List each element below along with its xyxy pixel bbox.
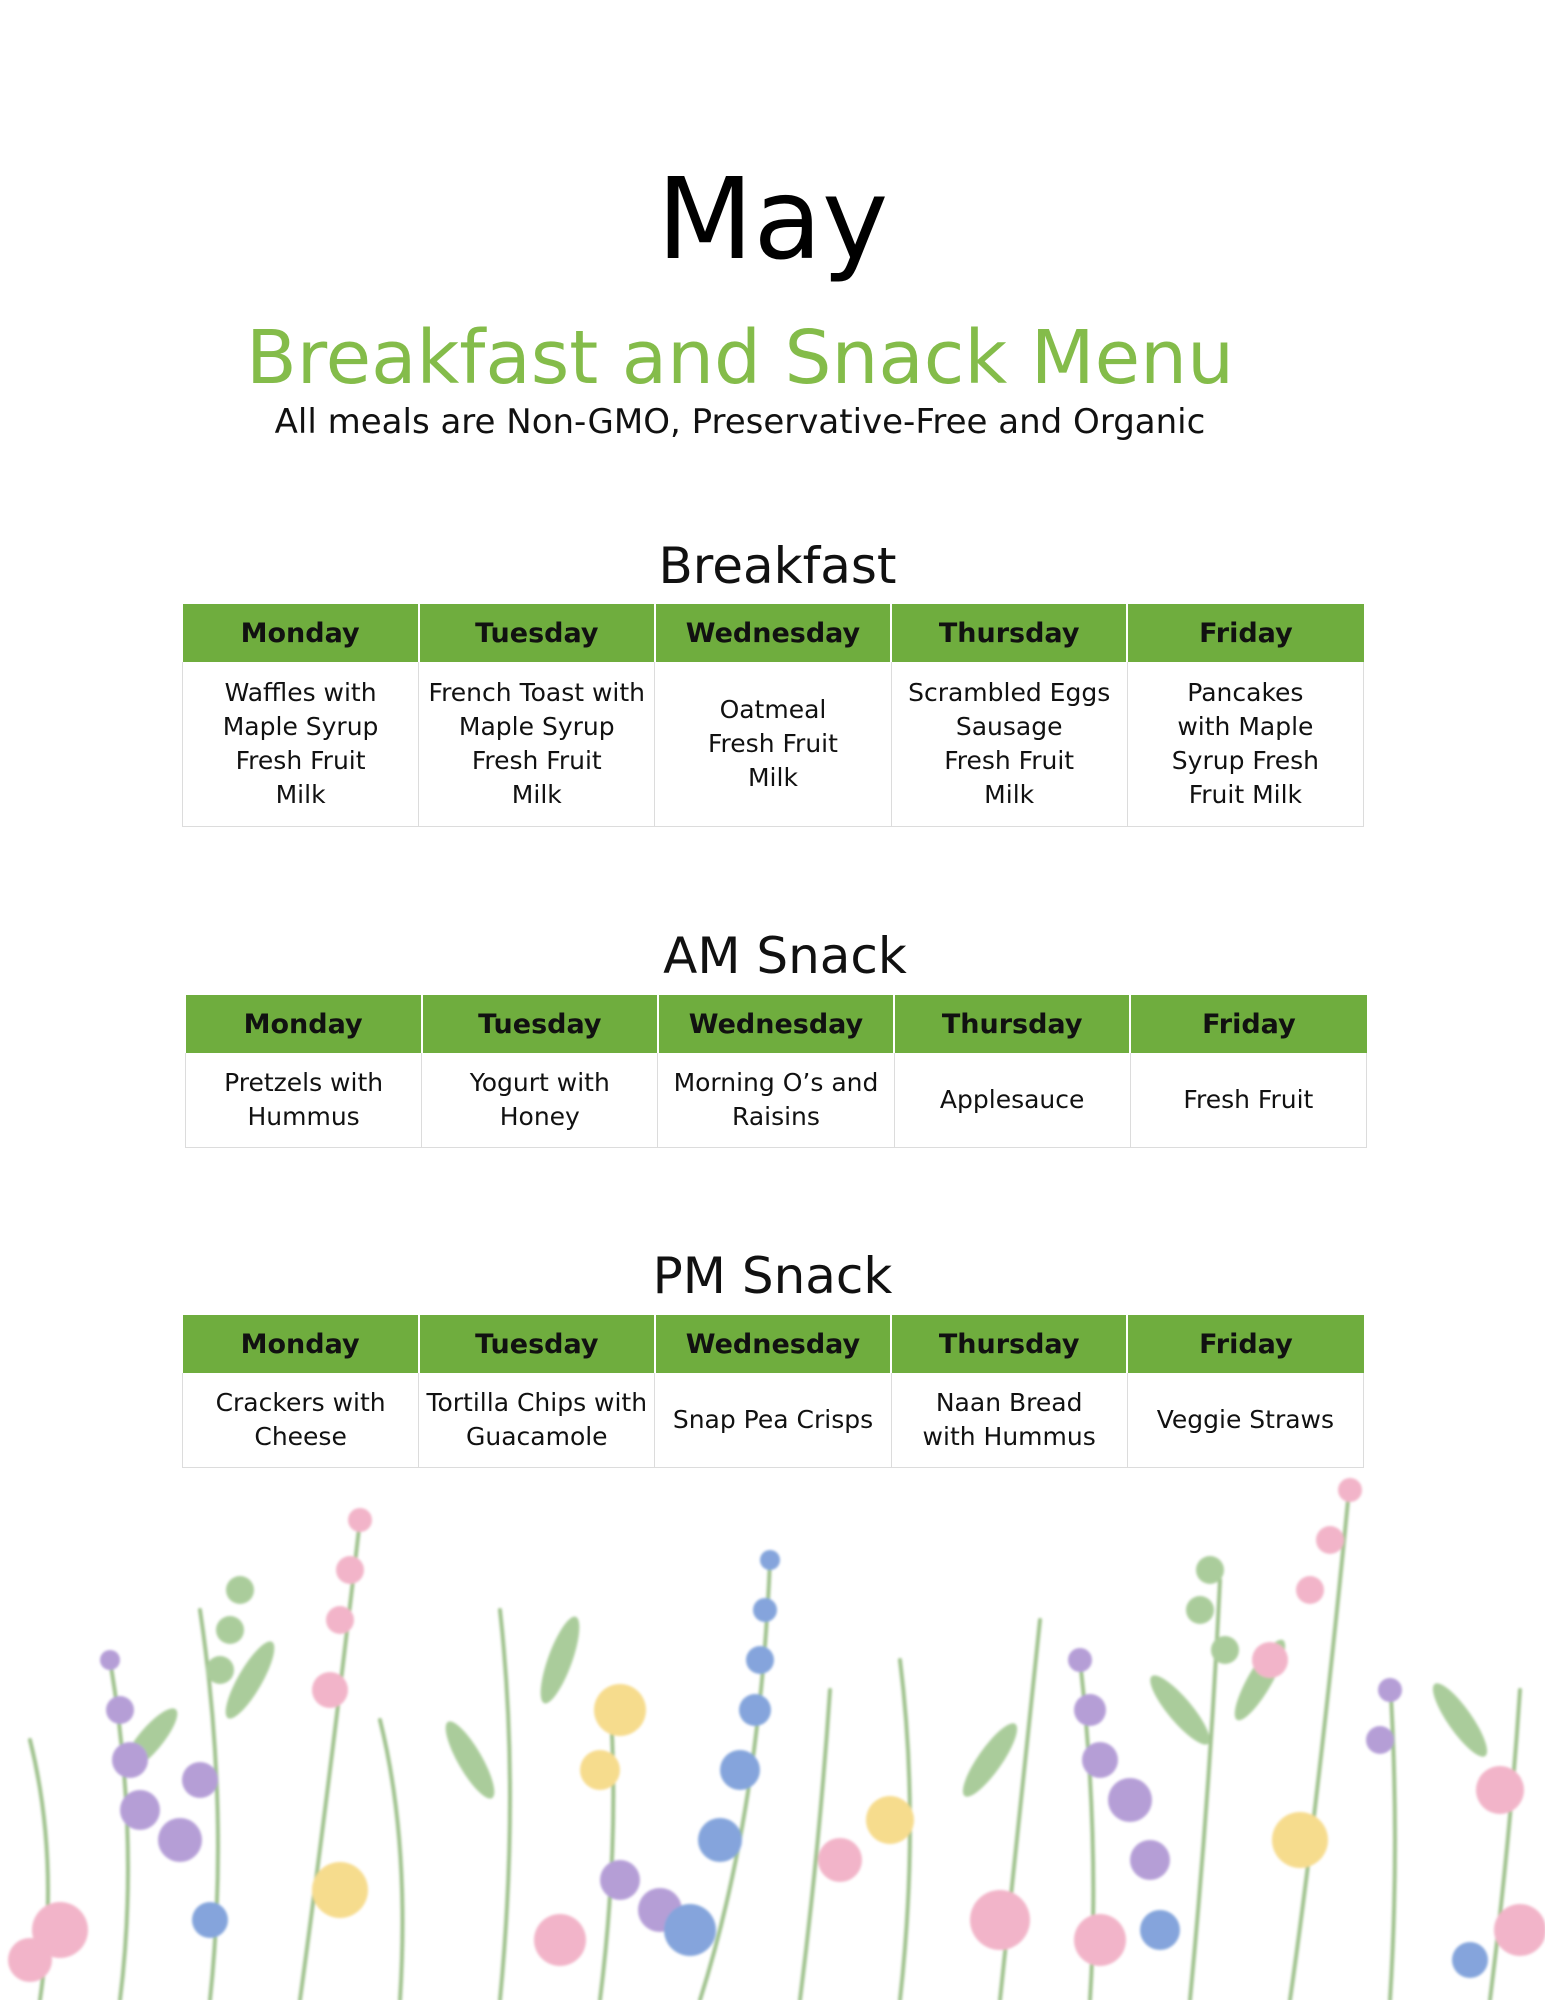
am-snack-thursday: Applesauce (894, 1053, 1130, 1147)
am-snack-tuesday: Yogurt with Honey (422, 1053, 658, 1147)
day-header-friday: Friday (1130, 995, 1366, 1053)
day-header-thursday: Thursday (891, 604, 1127, 662)
breakfast-tuesday: French Toast with Maple Syrup Fresh Fruit Milk (419, 662, 655, 826)
day-header-friday: Friday (1127, 604, 1363, 662)
pm-snack-wednesday: Snap Pea Crisps (655, 1373, 891, 1467)
breakfast-section-title: Breakfast (658, 537, 897, 595)
day-header-monday: Monday (183, 1315, 419, 1373)
day-header-wednesday: Wednesday (655, 1315, 891, 1373)
day-header-thursday: Thursday (894, 995, 1130, 1053)
pm-snack-table (182, 1315, 1364, 1468)
pm-snack-monday: Crackers with Cheese (183, 1373, 419, 1467)
table-row (183, 662, 1364, 826)
table-header-row (183, 1315, 1364, 1373)
am-snack-table (185, 995, 1367, 1148)
pm-snack-section-title: PM Snack (652, 1247, 893, 1305)
am-snack-friday: Fresh Fruit (1130, 1053, 1366, 1147)
am-snack-wednesday: Morning O’s and Raisins (658, 1053, 894, 1147)
am-snack-section-title: AM Snack (663, 927, 907, 985)
breakfast-table (182, 604, 1364, 827)
day-header-monday: Monday (183, 604, 419, 662)
day-header-tuesday: Tuesday (419, 1315, 655, 1373)
wildflower-border-illustration (0, 1460, 1545, 2000)
breakfast-friday: Pancakes with Maple Syrup Fresh Fruit Milk (1127, 662, 1363, 826)
day-header-tuesday: Tuesday (419, 604, 655, 662)
breakfast-thursday: Scrambled Eggs Sausage Fresh Fruit Milk (891, 662, 1127, 826)
breakfast-wednesday: Oatmeal Fresh Fruit Milk (655, 662, 891, 826)
day-header-monday: Monday (186, 995, 422, 1053)
pm-snack-thursday: Naan Bread with Hummus (891, 1373, 1127, 1467)
breakfast-monday: Waffles with Maple Syrup Fresh Fruit Milk (183, 662, 419, 826)
am-snack-monday: Pretzels with Hummus (186, 1053, 422, 1147)
table-row (186, 1053, 1367, 1147)
day-header-wednesday: Wednesday (658, 995, 894, 1053)
page-title-month: May (656, 155, 889, 285)
table-row (183, 1373, 1364, 1467)
table-header-row (183, 604, 1364, 662)
day-header-tuesday: Tuesday (422, 995, 658, 1053)
pm-snack-friday: Veggie Straws (1127, 1373, 1363, 1467)
menu-subtitle: Breakfast and Snack Menu (246, 315, 1234, 401)
menu-tagline: All meals are Non-GMO, Preservative-Free and Organic (274, 402, 1206, 442)
day-header-friday: Friday (1127, 1315, 1363, 1373)
table-header-row (186, 995, 1367, 1053)
day-header-thursday: Thursday (891, 1315, 1127, 1373)
day-header-wednesday: Wednesday (655, 604, 891, 662)
pm-snack-tuesday: Tortilla Chips with Guacamole (419, 1373, 655, 1467)
